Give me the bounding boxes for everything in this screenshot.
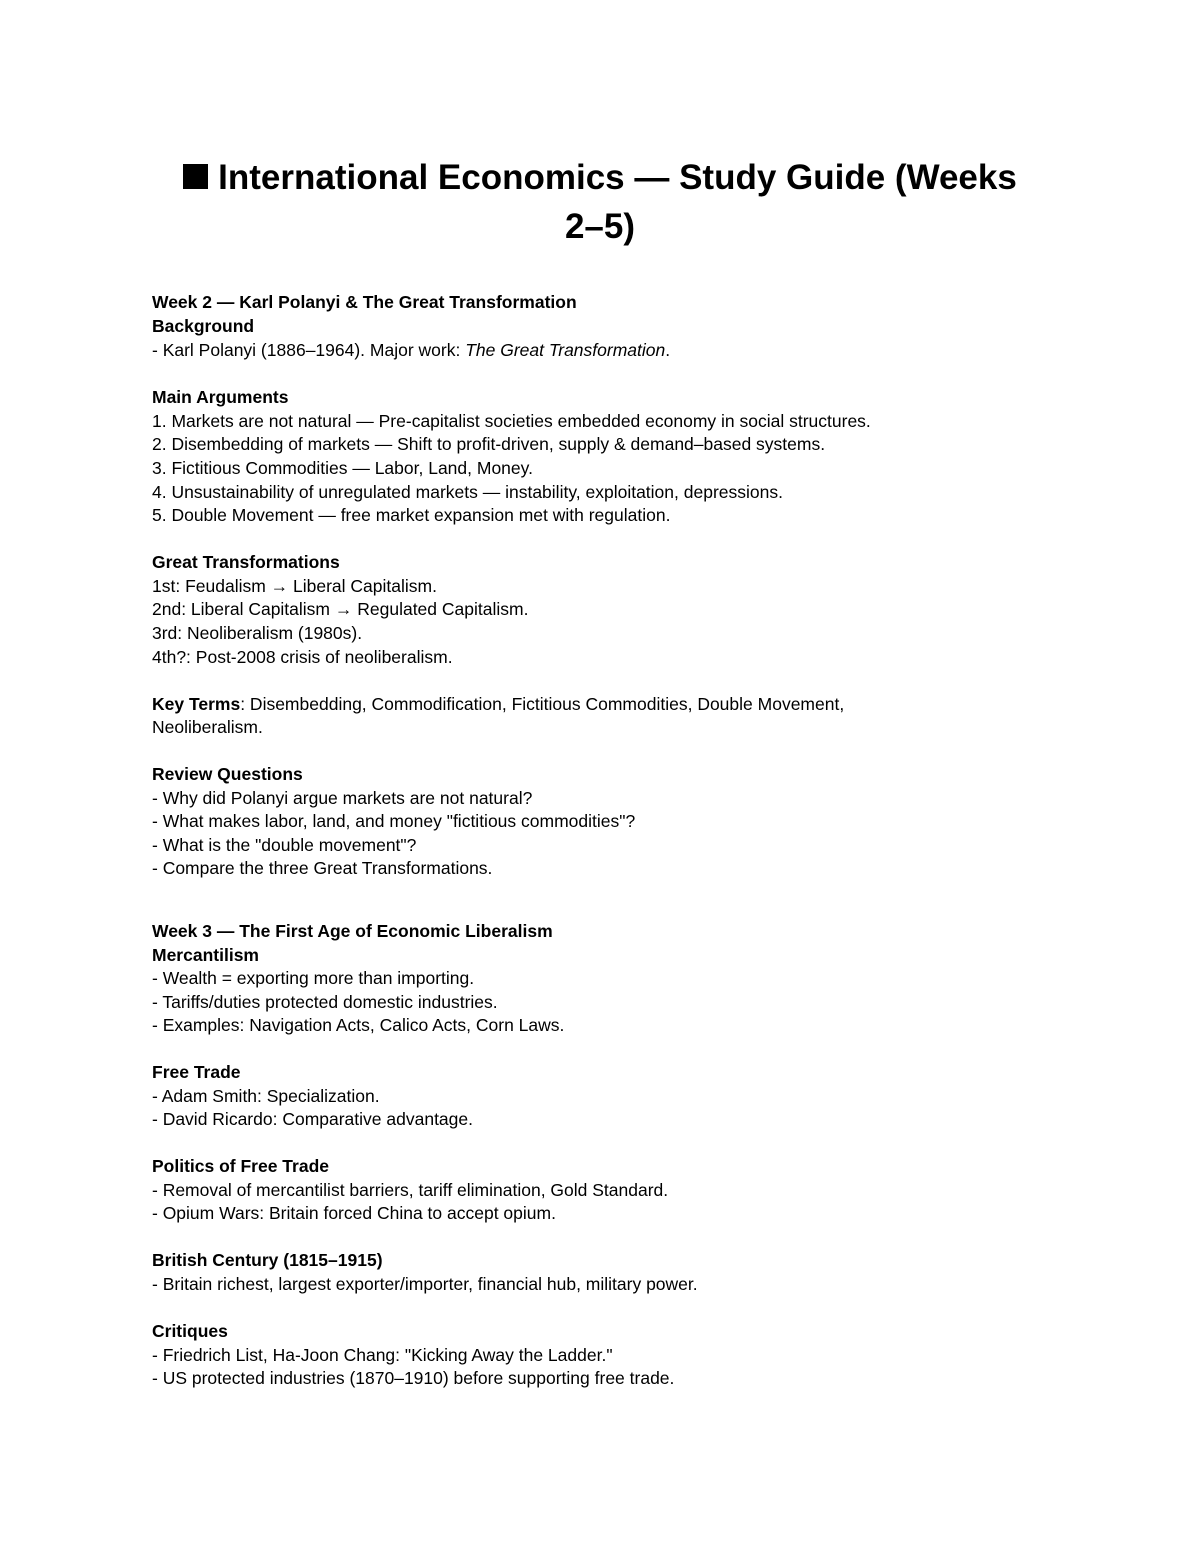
list-item: - Friedrich List, Ha-Joon Chang: "Kicking Away the Ladder.": [152, 1345, 613, 1365]
background-prefix: - Karl Polanyi (1886–1964). Major work:: [152, 340, 466, 360]
list-item: - Britain richest, largest exporter/importer, financial hub, military power.: [152, 1274, 698, 1294]
list-item: - What is the "double movement"?: [152, 835, 417, 855]
week3-heading: Week 3 — The First Age of Economic Liberalism: [152, 921, 553, 941]
key-terms: [152, 693, 844, 715]
key-terms-text: : Disembedding, Commodification, Fictitious Commodities, Double Movement,: [240, 694, 845, 714]
list-item: 1st: Feudalism → Liberal Capitalism.: [152, 576, 437, 596]
title-line-2: 2–5): [564, 207, 636, 246]
list-item: 5. Double Movement — free market expansion met with regulation.: [152, 505, 671, 525]
book-title: The Great Transformation: [465, 340, 666, 360]
list-item: - US protected industries (1870–1910) before supporting free trade.: [152, 1368, 675, 1388]
list-item: - Why did Polanyi argue markets are not natural?: [152, 788, 533, 808]
mercantilism-heading: Mercantilism: [152, 945, 259, 965]
background-text: [152, 339, 670, 361]
list-item: - Tariffs/duties protected domestic industries.: [152, 992, 498, 1012]
list-item: 3rd: Neoliberalism (1980s).: [152, 623, 363, 643]
background-heading: Background: [152, 316, 255, 336]
week2-heading: Week 2 — Karl Polanyi & The Great Transformation: [152, 292, 577, 312]
list-item: - Removal of mercantilist barriers, tariff elimination, Gold Standard.: [152, 1180, 669, 1200]
review-questions-heading: Review Questions: [152, 764, 303, 784]
title-line-1: International Economics — Study Guide (Weeks: [218, 158, 1017, 197]
free-trade-heading: Free Trade: [152, 1062, 241, 1082]
list-item: - Adam Smith: Specialization.: [152, 1086, 380, 1106]
list-item: - Examples: Navigation Acts, Calico Acts, Corn Laws.: [152, 1015, 565, 1035]
list-item: 4th?: Post-2008 crisis of neoliberalism.: [152, 647, 453, 667]
list-item: - Compare the three Great Transformations.: [152, 858, 493, 878]
politics-heading: Politics of Free Trade: [152, 1156, 329, 1176]
list-item: - Opium Wars: Britain forced China to accept opium.: [152, 1203, 556, 1223]
list-item: 2nd: Liberal Capitalism → Regulated Capitalism.: [152, 599, 529, 619]
black-square-icon: [183, 164, 208, 189]
list-item: - David Ricardo: Comparative advantage.: [152, 1109, 473, 1129]
list-item: 4. Unsustainability of unregulated markets — instability, exploitation, depressions.: [152, 482, 783, 502]
list-item: 3. Fictitious Commodities — Labor, Land, Money.: [152, 458, 533, 478]
page-title: [150, 153, 1050, 251]
list-item: 2. Disembedding of markets — Shift to profit-driven, supply & demand–based systems.: [152, 434, 826, 454]
british-century-heading: British Century (1815–1915): [152, 1250, 383, 1270]
critiques-heading: Critiques: [152, 1321, 228, 1341]
list-item: - What makes labor, land, and money "fictitious commodities"?: [152, 811, 636, 831]
great-transformations-heading: Great Transformations: [152, 552, 340, 572]
main-arguments-heading: Main Arguments: [152, 387, 289, 407]
key-terms-label: Key Terms: [152, 694, 241, 714]
list-item: - Wealth = exporting more than importing.: [152, 968, 475, 988]
background-suffix: .: [665, 340, 671, 360]
list-item: 1. Markets are not natural — Pre-capitalist societies embedded economy in social structures.: [152, 411, 871, 431]
key-terms-continued: Neoliberalism.: [152, 717, 263, 737]
